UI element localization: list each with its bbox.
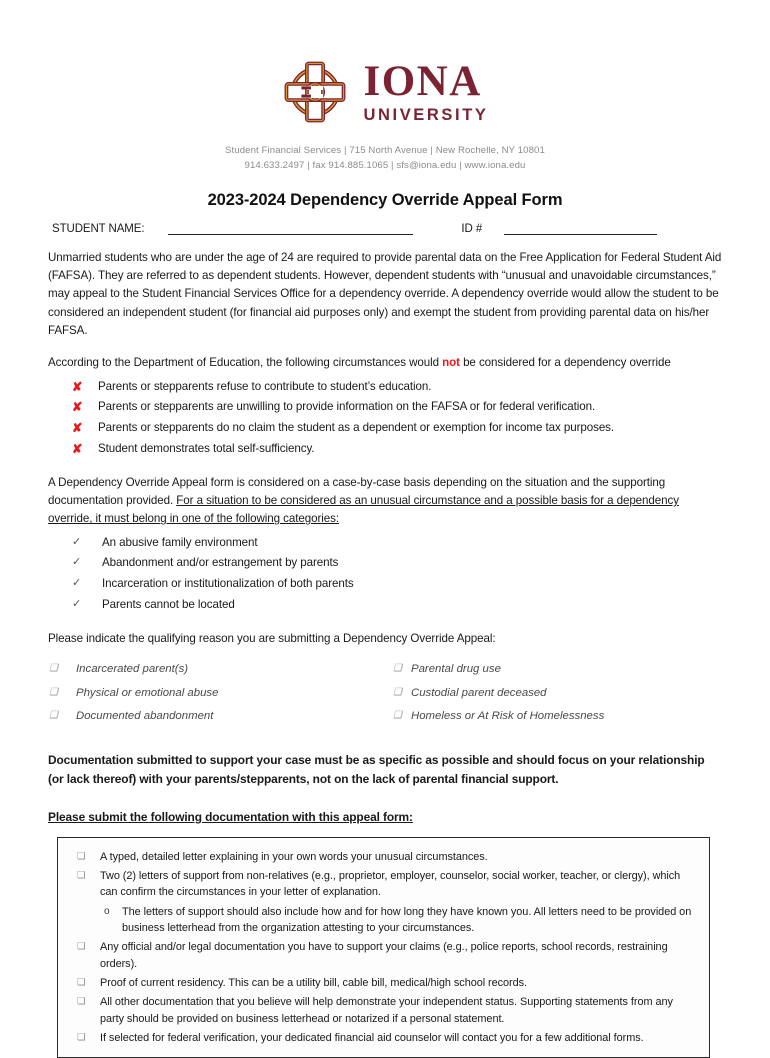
list-item bbox=[64, 866, 699, 937]
empty-checkbox-icon[interactable]: ❏ bbox=[77, 996, 86, 1008]
documentation-sub-item bbox=[90, 902, 699, 938]
required-documentation-list bbox=[64, 847, 699, 1048]
not-considered-lead-after: be considered for a dependency override bbox=[459, 356, 671, 370]
qualifying-prompt: Please indicate the qualifying reason you are submitting a Dependency Override Appeal: bbox=[48, 631, 496, 645]
checkbox-option-parental-drug-use[interactable] bbox=[385, 658, 722, 682]
student-name-input[interactable] bbox=[168, 223, 413, 235]
list-item bbox=[72, 418, 722, 439]
list-item bbox=[72, 533, 722, 554]
categories-lead-underlined: For a situation to be considered as an unusual circumstance and a possible basis for a dependency override, it must belong in one of the following categories: bbox=[48, 494, 679, 526]
iona-celtic-cross-logo-icon bbox=[281, 58, 349, 126]
categories-list bbox=[48, 533, 722, 616]
checkbox-label: Physical or emotional abuse bbox=[76, 686, 219, 699]
list-item bbox=[72, 595, 722, 616]
qualifying-reason-checkbox-grid bbox=[48, 658, 722, 729]
documentation-checkbox-row[interactable] bbox=[64, 866, 699, 902]
checkbox-option-physical-emotional-abuse[interactable] bbox=[48, 682, 385, 706]
empty-checkbox-icon[interactable]: ❏ bbox=[77, 869, 86, 881]
page-title: 2023-2024 Dependency Override Appeal Form bbox=[207, 190, 563, 209]
red-x-icon: ✘ bbox=[72, 421, 83, 436]
checkmark-icon: ✓ bbox=[72, 598, 82, 610]
checkbox-label: Homeless or At Risk of Homelessness bbox=[411, 710, 605, 723]
documentation-checkbox-row[interactable] bbox=[64, 938, 699, 974]
iona-wordmark bbox=[363, 60, 488, 124]
list-item bbox=[64, 1029, 699, 1048]
documentation-item-text: Proof of current residency. This can be a utility bill, cable bill, medical/high school records. bbox=[100, 977, 527, 990]
documentation-item-text: Two (2) letters of support from non-relatives (e.g., proprietor, employer, counselor, social worker, teacher, or clergy), which can confirm the circumstances in your letter of explanation. bbox=[100, 869, 681, 899]
not-considered-lead bbox=[48, 354, 722, 372]
checkbox-option-incarcerated-parents[interactable] bbox=[48, 658, 385, 682]
required-documentation-box bbox=[57, 837, 710, 1058]
wordmark-secondary: UNIVERSITY bbox=[363, 106, 489, 125]
list-item-text: Parents cannot be located bbox=[102, 598, 235, 611]
documentation-checkbox-row[interactable] bbox=[64, 974, 699, 993]
list-item bbox=[72, 439, 722, 460]
checkbox-label: Incarcerated parent(s) bbox=[76, 663, 189, 676]
list-item-text: Incarceration or institutionalization of both parents bbox=[102, 577, 354, 591]
checkmark-icon: ✓ bbox=[72, 556, 82, 569]
list-item bbox=[64, 993, 699, 1029]
documentation-item-text: All other documentation that you believe will help demonstrate your independent status. Supporting statements from any party should be provided on business letterhead or notarized if a personal statement. bbox=[100, 996, 673, 1025]
not-considered-lead-before: According to the Department of Education, the following circumstances would bbox=[48, 356, 443, 370]
checkmark-icon: ✓ bbox=[72, 535, 82, 548]
circle-bullet-icon: o bbox=[104, 905, 110, 917]
red-x-icon: ✘ bbox=[72, 379, 83, 394]
student-identity-row bbox=[48, 223, 722, 235]
categories-lead-plain: A Dependency Override Appeal form is considered on a case-by-case basis depending on the situation and the supporting documentation provided. bbox=[48, 475, 666, 508]
checkbox-label: Custodial parent deceased bbox=[411, 686, 547, 699]
checkbox-option-homeless-or-at-risk[interactable] bbox=[385, 705, 722, 729]
list-item bbox=[72, 553, 722, 574]
empty-checkbox-icon[interactable]: ❏ bbox=[49, 663, 58, 675]
emphasis-statement: Documentation submitted to support your case must be as specific as possible and should focus on your relationship (or lack thereof) with your parents/stepparents, not on the lack of parental financial support. bbox=[48, 753, 705, 786]
empty-checkbox-icon[interactable]: ❏ bbox=[49, 686, 58, 698]
list-item bbox=[64, 847, 699, 866]
iona-logo-lockup bbox=[48, 56, 722, 128]
list-item bbox=[72, 397, 722, 418]
checkbox-label: Documented abandonment bbox=[76, 710, 214, 723]
categories-lead bbox=[48, 474, 722, 529]
contact-phone-line: 914.633.2497 | fax 914.885.1065 | sfs@iona.edu | www.iona.edu bbox=[244, 159, 526, 171]
list-item-text: Parents or stepparents are unwilling to provide information on the FAFSA or for federal verification. bbox=[98, 400, 596, 414]
empty-checkbox-icon[interactable]: ❏ bbox=[393, 663, 402, 675]
document-header bbox=[48, 0, 722, 174]
documentation-sub-item-text: The letters of support should also include how and for how long they have known you. All letters need to be provided on business letterhead from the organization attesting to your circumstances. bbox=[122, 905, 692, 934]
empty-checkbox-icon[interactable]: ❏ bbox=[393, 686, 402, 698]
list-item-text: An abusive family environment bbox=[102, 535, 258, 549]
empty-checkbox-icon[interactable]: ❏ bbox=[49, 710, 58, 722]
documentation-item-text: A typed, detailed letter explaining in your own words your unusual circumstances. bbox=[100, 850, 488, 863]
documentation-checkbox-row[interactable] bbox=[64, 993, 699, 1029]
empty-checkbox-icon[interactable]: ❏ bbox=[77, 850, 86, 862]
documentation-checkbox-row[interactable] bbox=[64, 847, 699, 866]
student-id-input[interactable] bbox=[504, 223, 657, 235]
student-id-label: ID # bbox=[461, 222, 483, 235]
empty-checkbox-icon[interactable]: ❏ bbox=[77, 941, 86, 953]
red-x-icon: ✘ bbox=[72, 441, 83, 456]
checkbox-option-documented-abandonment[interactable] bbox=[48, 705, 385, 729]
documentation-checkbox-row[interactable] bbox=[64, 1029, 699, 1048]
not-considered-list bbox=[48, 377, 722, 460]
list-item-text: Parents or stepparents do no claim the student as a dependent or exemption for income tax purposes. bbox=[98, 421, 615, 435]
checkbox-option-custodial-parent-deceased[interactable] bbox=[385, 682, 722, 706]
wordmark-primary: IONA bbox=[363, 58, 482, 106]
list-item bbox=[64, 938, 699, 974]
not-emphasis-word: not bbox=[442, 356, 460, 370]
list-item-text: Abandonment and/or estrangement by parents bbox=[102, 556, 339, 570]
empty-checkbox-icon[interactable]: ❏ bbox=[77, 1032, 86, 1044]
list-item bbox=[72, 377, 722, 398]
documentation-item-text: If selected for federal verification, your dedicated financial aid counselor will contact you for a few additional forms. bbox=[100, 1032, 644, 1045]
list-item-text: Student demonstrates total self-sufficiency. bbox=[98, 441, 315, 455]
documentation-item-text: Any official and/or legal documentation you have to support your claims (e.g., police reports, school records, restraining orders). bbox=[100, 941, 668, 970]
empty-checkbox-icon[interactable]: ❏ bbox=[77, 977, 86, 989]
list-item bbox=[72, 574, 722, 595]
office-contact-info bbox=[48, 144, 722, 174]
checkbox-label: Parental drug use bbox=[411, 663, 501, 676]
submit-documentation-heading: Please submit the following documentation with this appeal form: bbox=[48, 810, 413, 825]
student-name-label: STUDENT NAME: bbox=[52, 222, 145, 235]
empty-checkbox-icon[interactable]: ❏ bbox=[393, 710, 402, 722]
checkmark-icon: ✓ bbox=[72, 577, 82, 590]
list-item bbox=[64, 974, 699, 993]
red-x-icon: ✘ bbox=[72, 400, 83, 415]
intro-paragraph: Unmarried students who are under the age of 24 are required to provide parental data on the Free Application for Federal Student Aid (FAFSA). They are referred to as dependent students. However, dependent students with “unusual and unavoidable circumstances,” may appeal to the Student Financial Services Office for a dependency override. A dependency override would allow the student to be considered an independent student (for financial aid purposes only) and exempt the student from providing parental data on his/her FAFSA. bbox=[48, 250, 722, 337]
contact-address-line: Student Financial Services | 715 North Avenue | New Rochelle, NY 10801 bbox=[225, 145, 545, 156]
list-item-text: Parents or stepparents refuse to contribute to student’s education. bbox=[98, 379, 432, 393]
